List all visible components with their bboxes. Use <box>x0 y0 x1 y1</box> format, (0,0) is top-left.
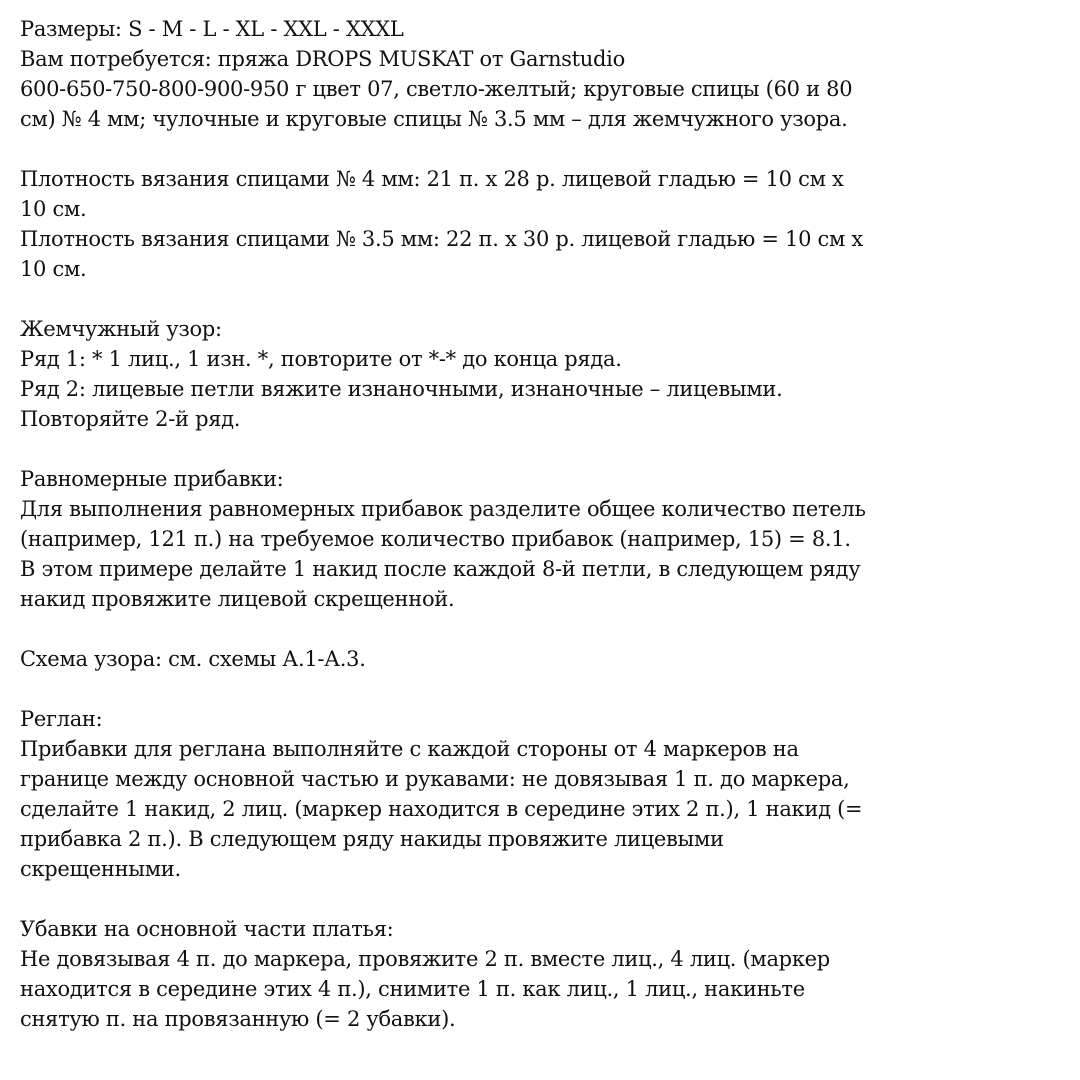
raglan-line: прибавка 2 п.). В следующем ряду накиды провяжите лицевыми <box>20 827 724 851</box>
even-increase-line: В этом примере делайте 1 накид после каждой 8-й петли, в следующем ряду <box>20 557 861 581</box>
gauge-line: Плотность вязания спицами № 3.5 мм: 22 п. х 30 р. лицевой гладью = 10 см х <box>20 227 863 251</box>
decrease-line: снятую п. на провязанную (= 2 убавки). <box>20 1007 456 1031</box>
sizes-line: Размеры: S - M - L - XL - XXL - XXXL <box>20 17 404 41</box>
even-increase-line: (например, 121 п.) на требуемое количество прибавок (например, 15) = 8.1. <box>20 527 851 551</box>
raglan-line: границе между основной частью и рукавами: не довязывая 1 п. до маркера, <box>20 767 850 791</box>
knitting-pattern-document <box>20 14 1070 1034</box>
raglan-line: скрещенными. <box>20 857 181 881</box>
even-increase-line: Для выполнения равномерных прибавок разделите общее количество петель <box>20 497 866 521</box>
gauge-line: 10 см. <box>20 197 87 221</box>
materials-line: 600-650-750-800-900-950 г цвет 07, светло-желтый; круговые спицы (60 и 80 <box>20 77 853 101</box>
raglan-heading: Реглан: <box>20 707 103 731</box>
even-increase-line: накид провяжите лицевой скрещенной. <box>20 587 455 611</box>
decrease-heading: Убавки на основной части платья: <box>20 917 394 941</box>
materials-line: Вам потребуется: пряжа DROPS MUSKAT от Garnstudio <box>20 47 625 71</box>
even-increase-heading: Равномерные прибавки: <box>20 467 284 491</box>
gauge-line: 10 см. <box>20 257 87 281</box>
raglan-line: сделайте 1 накид, 2 лиц. (маркер находится в середине этих 2 п.), 1 накид (= <box>20 797 863 821</box>
materials-line: см) № 4 мм; чулочные и круговые спицы № 3.5 мм – для жемчужного узора. <box>20 107 848 131</box>
decrease-line: Не довязывая 4 п. до маркера, провяжите 2 п. вместе лиц., 4 лиц. (маркер <box>20 947 830 971</box>
decrease-line: находится в середине этих 4 п.), снимите 1 п. как лиц., 1 лиц., накиньте <box>20 977 805 1001</box>
seed-stitch-line: Повторяйте 2-й ряд. <box>20 407 241 431</box>
pattern-line: Схема узора: см. схемы А.1-А.3. <box>20 647 366 671</box>
seed-stitch-line: Ряд 1: * 1 лиц., 1 изн. *, повторите от *-* до конца ряда. <box>20 347 622 371</box>
raglan-line: Прибавки для реглана выполняйте с каждой стороны от 4 маркеров на <box>20 737 799 761</box>
gauge-line: Плотность вязания спицами № 4 мм: 21 п. х 28 р. лицевой гладью = 10 см х <box>20 167 844 191</box>
seed-stitch-line: Ряд 2: лицевые петли вяжите изнаночными, изнаночные – лицевыми. <box>20 377 783 401</box>
seed-stitch-heading: Жемчужный узор: <box>20 317 222 341</box>
